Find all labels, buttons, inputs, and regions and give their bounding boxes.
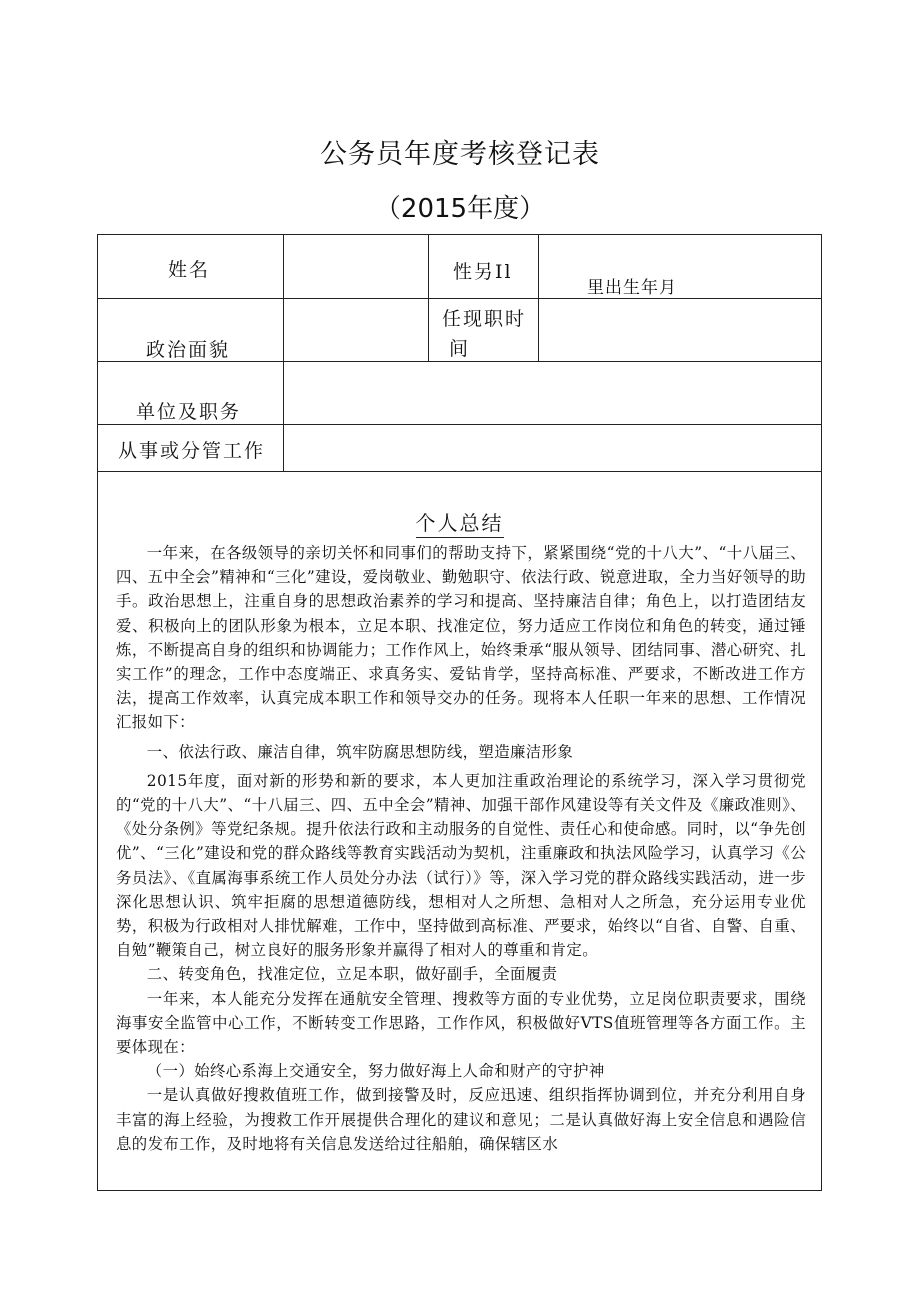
unit-position-label: 单位及职务	[136, 401, 242, 423]
gender-label: 性另Il	[453, 261, 513, 283]
political-status-label: 政治面貌	[146, 339, 231, 361]
section-heading: 一、依法行政、廉洁自律，筑牢防腐思想防线，塑造廉洁形象	[146, 742, 574, 761]
summary-heading: 个人总结	[98, 507, 821, 536]
tenure-label-line1: 任现职时	[442, 308, 527, 330]
name-label: 姓名	[168, 259, 211, 281]
assessment-form	[97, 234, 822, 1191]
summary-body	[116, 541, 806, 1156]
column-divider	[428, 235, 429, 361]
summary-paragraph: 一年来，本人能充分发挥在通航安全管理、搜救等方面的专业优势，立足岗位职责要求，围绕海事安全监管中心工作，不断转变工作思路，工作作风，积极做好VTS值班管理等各方面工作。主要体现在：	[116, 989, 806, 1057]
row-divider	[98, 471, 821, 472]
column-divider	[538, 235, 539, 361]
row-divider	[98, 298, 821, 299]
column-divider	[283, 235, 284, 471]
section-heading: （一）始终心系海上交通安全，努力做好海上人命和财产的守护神	[146, 1062, 605, 1081]
birth-date-label: 里出生年月	[587, 278, 677, 298]
work-scope-label: 从事或分管工作	[118, 440, 266, 462]
summary-paragraph: 一年来，在各级领导的亲切关怀和同事们的帮助支持下，紧紧围绕“党的十八大”、“十八届三、四、五中全会”精神和“三化”建设，爱岗敬业、勤勉职守、依法行政、锐意进取，全力当好领导的助手。政治思想上，注重自身的思想政治素养的学习和提高、坚持廉洁自律；角色上，以打造团结友爱、积极向上的团队形象为根本，立足本职、找准定位，努力适应工作岗位和角色的转变，通过锤炼，不断提高自身的组织和协调能力；工作作风上，始终秉承“服从领导、团结同事、潜心研究、扎实工作”的理念，工作中态度端正、求真务实、爱钻肯学，坚持高标准、严要求，不断改进工作方法，提高工作效率，认真完成本职工作和领导交办的任务。现将本人任职一年来的思想、工作情况汇报如下：	[116, 544, 806, 732]
tenure-label-line2: 间	[449, 338, 471, 360]
document-title: 公务员年度考核登记表	[320, 139, 600, 170]
summary-paragraph: 2015年度，面对新的形势和新的要求，本人更加注重政治理论的系统学习，深入学习贯彻党的“党的十八大”、“十八届三、四、五中全会”精神、加强干部作风建设等有关文件及《廉政准则》、《处分条例》等党纪条规。提升依法行政和主动服务的自觉性、责任心和使命感。同时，以“争先创优”、“三化”建设和党的群众路线等教育实践活动为契机，注重廉政和执法风险学习，认真学习《公务员法》、《直属海事系统工作人员处分办法（试行）》等，深入学习党的群众路线实践活动，进一步深化思想认识、筑牢拒腐的思想道德防线，想相对人之所想、急相对人之所急，充分运用专业优势，积极为行政相对人排忧解难，工作中，坚持做到高标准、严要求，始终以“自省、自警、自重、自勉”鞭策自己，树立良好的服务形象并赢得了相对人的尊重和肯定。	[116, 771, 806, 960]
summary-paragraph: 一是认真做好搜救值班工作，做到接警及时，反应迅速、组织指挥协调到位，并充分利用自身丰富的海上经验，为搜救工作开展提供合理化的建议和意见；二是认真做好海上安全信息和遇险信息的发布工作，及时地将有关信息发送给过往船舶，确保辖区水	[116, 1086, 806, 1153]
section-heading: 二、转变角色，找准定位，立足本职，做好副手，全面履责	[146, 965, 558, 984]
document-subtitle: （2015年度）	[374, 194, 546, 224]
row-divider	[98, 424, 821, 425]
